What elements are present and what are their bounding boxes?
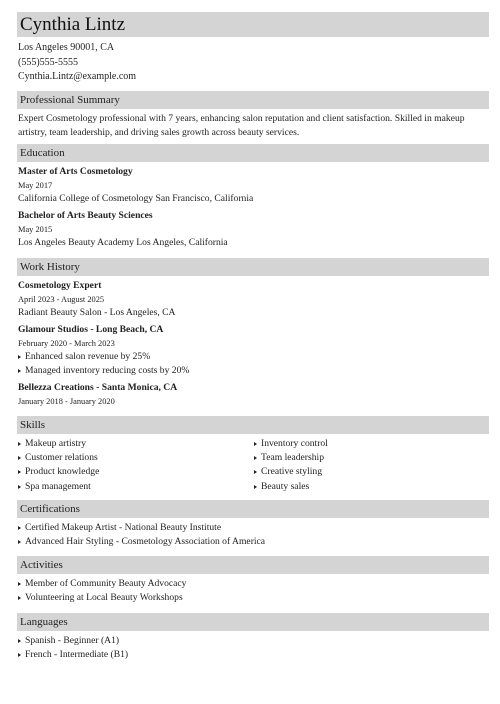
degree-title: Bachelor of Arts Beauty Sciences	[18, 209, 153, 221]
list-item: Team leadership	[253, 451, 489, 465]
job-title: Bellezza Creations - Santa Monica, CA	[18, 381, 178, 393]
contact-email: Cynthia.Lintz@example.com	[18, 71, 137, 82]
list-item: Creative styling	[253, 465, 489, 479]
summary-text: Expert Cosmetology professional with 7 years, enhancing salon reputation and client satisfaction. Skilled in makeup artistry, team leadership, and driving sales growth across beauty services.	[18, 112, 465, 138]
section-header-certifications	[17, 500, 489, 518]
degree-date: May 2015	[18, 224, 53, 234]
name-header	[17, 12, 489, 37]
certifications-list	[17, 521, 489, 549]
job-item	[17, 381, 489, 408]
section-header-activities	[17, 556, 489, 574]
section-header-education	[17, 144, 489, 162]
candidate-name: Cynthia Lintz	[20, 14, 126, 35]
skills-list	[17, 437, 489, 494]
section-header-skills	[17, 416, 489, 434]
list-item: Product knowledge	[17, 465, 253, 479]
degree-date: May 2017	[18, 180, 53, 190]
list-item: Managed inventory reducing costs by 20%	[17, 364, 489, 378]
job-date: April 2023 - August 2025	[18, 294, 105, 304]
job-date: February 2020 - March 2023	[18, 338, 115, 348]
job-title: Glamour Studios - Long Beach, CA	[18, 323, 164, 335]
section-header-languages	[17, 613, 489, 631]
section-title: Work History	[20, 260, 80, 273]
school-name: California College of Cosmetology San Francisco, California	[18, 192, 254, 204]
school-name: Los Angeles Beauty Academy Los Angeles, California	[18, 236, 228, 248]
list-item: Advanced Hair Styling - Cosmetology Association of America	[17, 535, 489, 549]
list-item: Beauty sales	[253, 480, 489, 494]
job-date: January 2018 - January 2020	[18, 396, 115, 406]
list-item: Volunteering at Local Beauty Workshops	[17, 591, 489, 605]
section-header-summary	[17, 91, 489, 109]
education-item	[17, 165, 489, 206]
contact-block	[17, 41, 489, 85]
degree-title: Master of Arts Cosmetology	[18, 165, 133, 177]
contact-address: Los Angeles 90001, CA	[18, 42, 115, 53]
skills-column-right	[253, 437, 489, 494]
section-header-work-history	[17, 258, 489, 276]
list-item: Spa management	[17, 480, 253, 494]
list-item: Makeup artistry	[17, 437, 253, 451]
job-item	[17, 279, 489, 320]
skills-column-left	[17, 437, 253, 494]
job-title: Cosmetology Expert	[18, 279, 102, 291]
education-item	[17, 209, 489, 250]
list-item: Member of Community Beauty Advocacy	[17, 577, 489, 591]
activities-list	[17, 577, 489, 605]
list-item: Inventory control	[253, 437, 489, 451]
section-title: Professional Summary	[20, 93, 120, 106]
resume-page	[17, 12, 489, 662]
list-item: Customer relations	[17, 451, 253, 465]
section-title: Skills	[20, 418, 46, 431]
job-company: Radiant Beauty Salon - Los Angeles, CA	[18, 306, 176, 318]
job-bullets	[17, 350, 489, 378]
list-item: French - Intermediate (B1)	[17, 648, 489, 662]
section-title: Certifications	[20, 502, 80, 515]
list-item: Certified Makeup Artist - National Beauty Institute	[17, 521, 489, 535]
list-item: Enhanced salon revenue by 25%	[17, 350, 489, 364]
section-title: Education	[20, 146, 65, 159]
contact-phone: (555)555-5555	[18, 56, 78, 68]
list-item: Spanish - Beginner (A1)	[17, 634, 489, 648]
languages-list	[17, 634, 489, 662]
section-title: Activities	[20, 559, 63, 572]
job-item	[17, 323, 489, 378]
section-title: Languages	[20, 615, 68, 628]
